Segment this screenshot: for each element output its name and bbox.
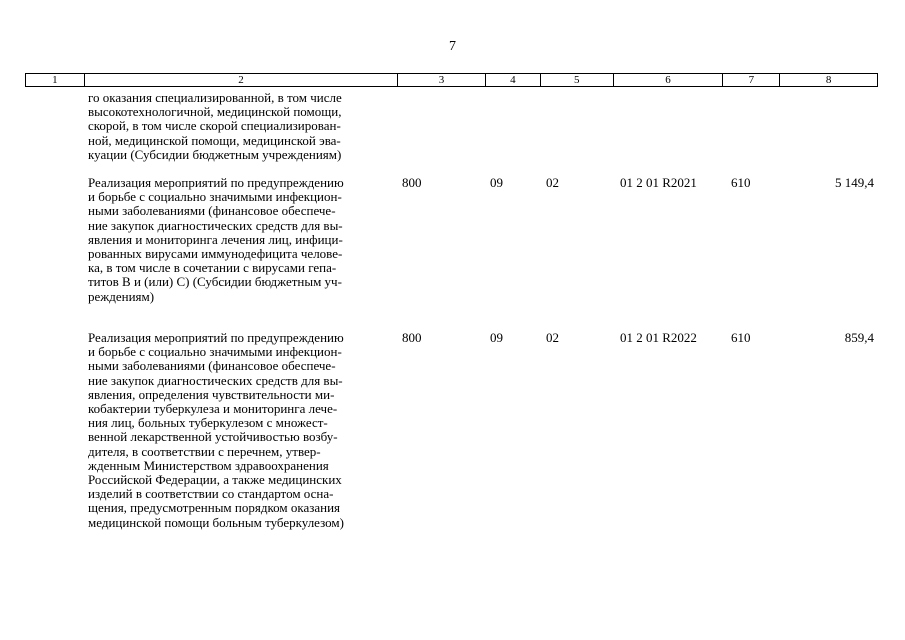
column-number-2: 2	[85, 74, 398, 86]
target-article-code: 01 2 01 R2022	[620, 330, 697, 345]
expense-type-code: 610	[731, 330, 751, 345]
amount-value: 859,4	[844, 330, 874, 345]
subsection-code: 02	[546, 330, 559, 345]
table-header	[25, 73, 878, 87]
column-number-3: 3	[398, 74, 486, 86]
section-code: 09	[490, 330, 503, 345]
row-description: Реализация мероприятий по предупреждению и борьбе с социально значимыми инфекцион- ными заболеваниями (финансовое обеспече- ние закупок диагностических средств для вы- явления и мониторинга лечения лиц, инфици- рованных вирусами иммунодефицита челове- ка, в том числе в сочетании с вирусами гепа- титов B и (или) C) (Субсидии бюджетным уч- реждениям)	[88, 175, 344, 304]
ministry-code: 800	[402, 330, 422, 345]
amount-value: 5 149,4	[835, 175, 874, 190]
column-number-8: 8	[825, 74, 832, 86]
ministry-code: 800	[402, 175, 422, 190]
target-article-code: 01 2 01 R2021	[620, 175, 697, 190]
subsection-code: 02	[546, 175, 559, 190]
continuation-text: го оказания специализированной, в том числе высокотехнологичной, медицинской помощи, скорой, в том числе скорой специализирован- ной, медицинской помощи, медицинской эва- куации (Субсидии бюджетным учреждениям)	[88, 90, 342, 162]
expense-type-code: 610	[731, 175, 751, 190]
page-number: 7	[449, 39, 456, 54]
column-number-4: 4	[486, 74, 541, 86]
column-number-1: 1	[26, 74, 85, 86]
section-code: 09	[490, 175, 503, 190]
column-number-5: 5	[541, 74, 614, 86]
column-number-6: 6	[614, 74, 724, 86]
row-description: Реализация мероприятий по предупреждению и борьбе с социально значимыми инфекцион- ными заболеваниями (финансовое обеспече- ние закупок диагностических средств для вы- явления, определения чувствительности ми- кобактерии туберкулеза и мониторинга лече- ния лиц, больных туберкулезом с множест- венной лекарственной устойчивостью возбу- дителя, в соответствии с перечнем, утвер- жденным Министерством здравоохранения Российской Федерации, а также медицинских изделий в соответствии со стандартом осна- щения, предусмотренным порядком оказания медицинской помощи больным туберкулезом)	[88, 330, 344, 530]
column-number-7: 7	[723, 74, 780, 86]
